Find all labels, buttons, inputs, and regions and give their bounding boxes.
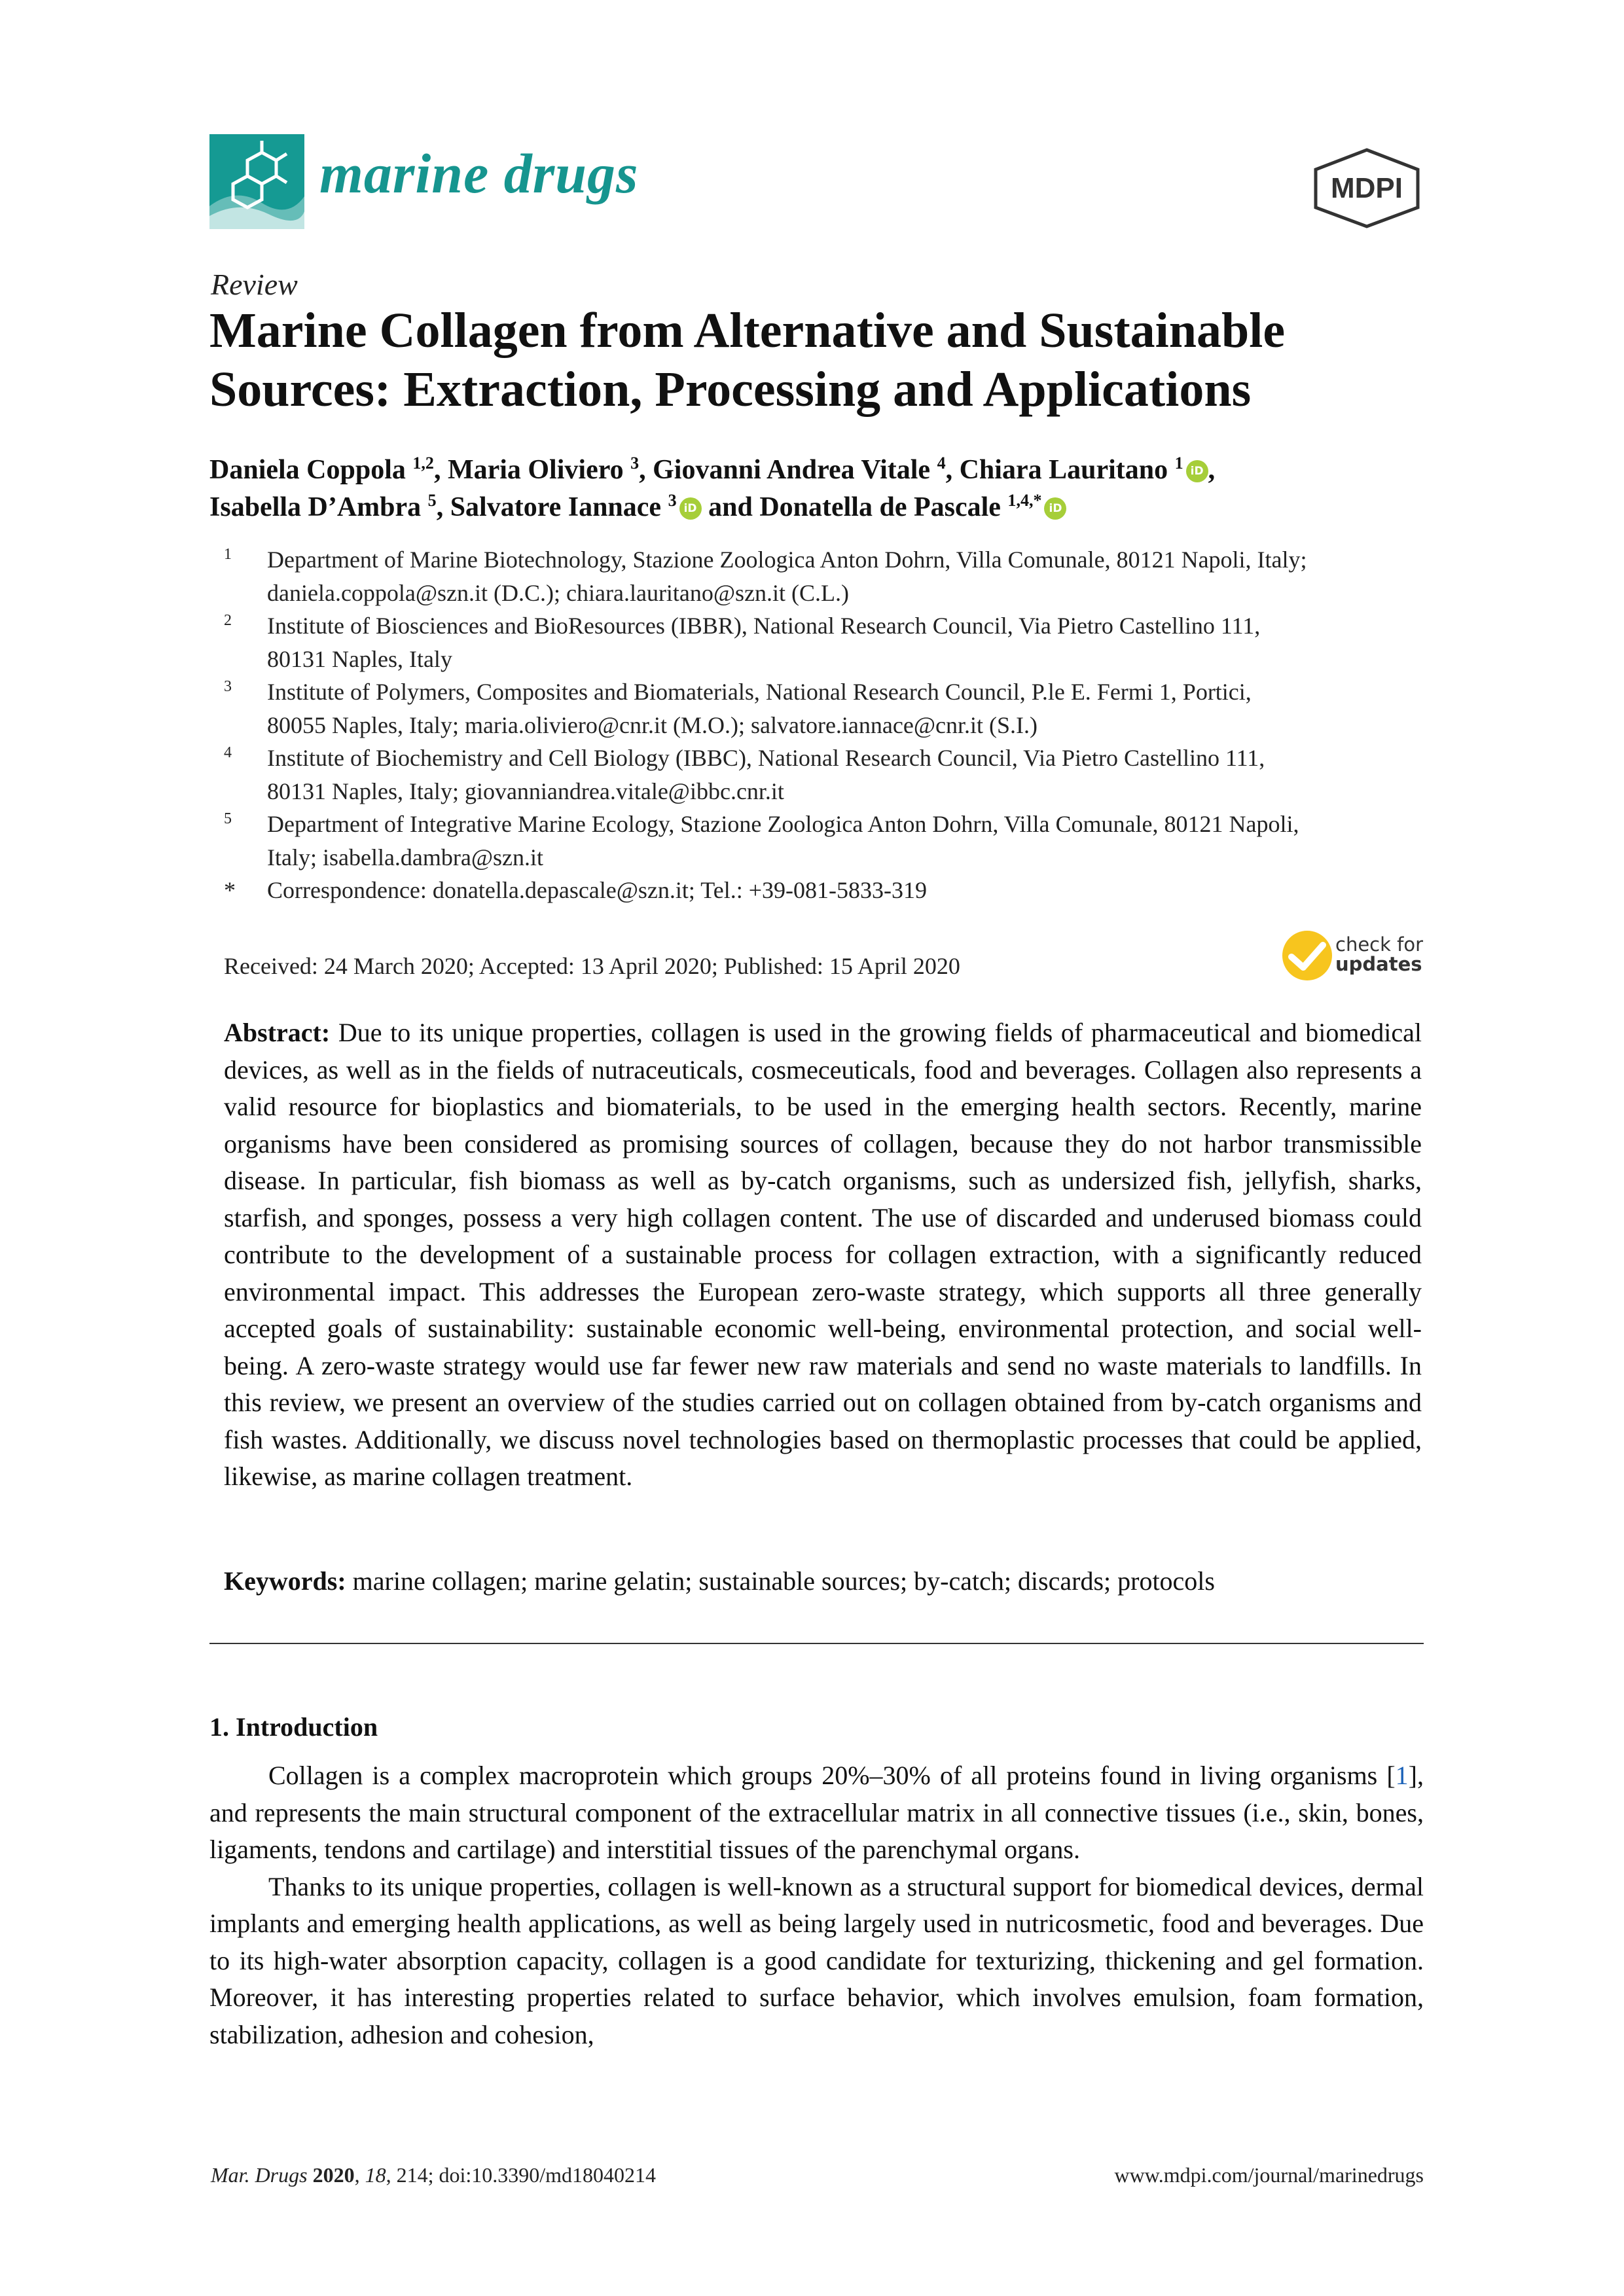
- author-separator: ,: [436, 492, 450, 522]
- author-affil-sup: 3: [668, 491, 677, 510]
- affiliation-number: 5: [224, 810, 232, 827]
- paragraph-text: Collagen is a complex macroprotein which groups 20%–30% of all proteins found in living organisms [: [268, 1761, 1396, 1790]
- author-affil-sup: 1: [1174, 454, 1183, 473]
- section-title: 1. Introduction: [209, 1712, 378, 1742]
- affiliation-number: 4: [224, 744, 232, 761]
- check-updates-line-2: updates: [1335, 953, 1422, 975]
- abstract-label: Abstract:: [224, 1018, 331, 1047]
- orcid-icon[interactable]: iD: [1044, 497, 1066, 520]
- author-separator: and: [701, 492, 760, 522]
- affiliation-text: 80131 Naples, Italy: [267, 645, 452, 672]
- footer-year: 2020: [312, 2163, 355, 2187]
- author-name[interactable]: Maria Oliviero: [447, 455, 624, 485]
- author-line-1: [209, 452, 1453, 489]
- paragraph-text: ], and represents the main structural component of the extracellular matrix in all connective tissues (i.e., skin, bones, ligaments, tendons and cartilage) and interstitial tissues of the parenchymal organs.: [209, 1761, 1424, 1864]
- article-title: [209, 301, 1453, 419]
- publication-dates: Received: 24 March 2020; Accepted: 13 April 2020; Published: 15 April 2020: [224, 953, 960, 979]
- author-name[interactable]: Daniela Coppola: [209, 455, 406, 485]
- abstract: [224, 1014, 1422, 1496]
- author-name[interactable]: Giovanni Andrea Vitale: [653, 455, 931, 485]
- check-updates-label[interactable]: [1335, 935, 1423, 974]
- affiliation-text: Institute of Polymers, Composites and Biomaterials, National Research Council, P.le E. Fermi 1, Portici,: [267, 679, 1252, 705]
- affiliation-text: Department of Integrative Marine Ecology, Stazione Zoologica Anton Dohrn, Villa Comunale, 80121 Napoli,: [267, 811, 1299, 837]
- affiliation-item: [223, 808, 1440, 874]
- affiliation-item: [223, 609, 1440, 675]
- correspondence-mark: *: [224, 877, 236, 903]
- affiliation-text: Institute of Biochemistry and Cell Biology (IBBC), National Research Council, Via Pietro Castellino 111,: [267, 745, 1265, 771]
- journal-logo: [209, 134, 304, 229]
- paragraph: Thanks to its unique properties, collagen is well-known as a structural support for biomedical devices, dermal implants and emerging health applications, as well as being largely used in nutricosmetic, food and beverages. Due to its high-water absorption capacity, collagen is a good candidate for texturizing, thickening and gel formation. Moreover, it has interesting properties related to surface behavior, which involves emulsion, foam formation, stabilization, adhesion and cohesion,: [209, 1871, 1424, 2049]
- author-affil-sup: 1,4,*: [1007, 491, 1042, 510]
- affiliation-item: [223, 675, 1440, 742]
- section-divider: [209, 1643, 1424, 1644]
- citation-link[interactable]: 1: [1395, 1761, 1409, 1790]
- section-body: [209, 1757, 1424, 2053]
- check-updates-icon: [1280, 928, 1335, 983]
- author-affil-sup: 1,2: [412, 454, 434, 473]
- correspondence-text[interactable]: Correspondence: donatella.depascale@szn.it; Tel.: +39-081-5833-319: [267, 877, 927, 903]
- publisher-name: MDPI: [1331, 172, 1403, 204]
- keywords-text: marine collagen; marine gelatin; sustainable sources; by-catch; discards; protocols: [352, 1566, 1215, 1596]
- author-list: [209, 452, 1453, 526]
- keywords-label: Keywords:: [224, 1566, 346, 1596]
- author-line-2: [209, 489, 1453, 526]
- author-separator: ,: [945, 455, 960, 485]
- affiliation-emails[interactable]: daniela.coppola@szn.it (D.C.); chiara.lauritano@szn.it (C.L.): [267, 579, 850, 606]
- keywords: [224, 1566, 1422, 1596]
- footer-citation: Mar. Drugs 2020, 18, 214; doi:10.3390/md18040214: [211, 2163, 657, 2187]
- title-line-1: Marine Collagen from Alternative and Sustainable: [209, 303, 1286, 358]
- footer-doi[interactable]: , 214; doi:10.3390/md18040214: [386, 2163, 657, 2187]
- author-separator: ,: [639, 455, 653, 485]
- affiliation-number: 1: [224, 546, 232, 563]
- orcid-icon[interactable]: iD: [679, 497, 702, 520]
- affiliation-item: [223, 742, 1440, 808]
- affiliation-emails[interactable]: 80131 Naples, Italy; giovanniandrea.vitale@ibbc.cnr.it: [267, 778, 784, 804]
- affiliation-item: [223, 543, 1440, 609]
- footer-volume: 18: [365, 2163, 386, 2187]
- footer-url[interactable]: www.mdpi.com/journal/marinedrugs: [1114, 2163, 1424, 2187]
- author-name[interactable]: Chiara Lauritano: [959, 455, 1168, 485]
- affiliation-emails[interactable]: Italy; isabella.dambra@szn.it: [267, 844, 544, 870]
- author-name[interactable]: Donatella de Pascale: [759, 492, 1001, 522]
- correspondence: [223, 874, 1440, 907]
- author-affil-sup: 3: [630, 454, 640, 473]
- title-line-2: Sources: Extraction, Processing and Applications: [209, 362, 1252, 417]
- affiliation-list: [223, 543, 1440, 907]
- abstract-text: Due to its unique properties, collagen is used in the growing fields of pharmaceutical and biomedical devices, as well as in the fields of nutraceuticals, cosmeceuticals, food and beverages. Collagen also represents a valid resource for bioplastics and biomaterials, to be used in the emerging health sectors. Recently, marine organisms have been considered as promising sources of collagen, because they do not harbor transmissible disease. In particular, fish biomass as well as by-catch organisms, such as undersized fish, jellyfish, sharks, starfish, and sponges, possess a very high collagen content. The use of discarded and underused biomass could contribute to the development of a sustainable process for collagen extraction, with a significantly reduced environmental impact. This addresses the European zero-waste strategy, which supports all three generally accepted goals of sustainability: sustainable economic well-being, environmental protection, and social well-being. A zero-waste strategy would use far fewer new raw materials and send no waste materials to landfills. In this review, we present an overview of the studies carried out on collagen obtained from by-catch organisms and fish wastes. Additionally, we discuss novel technologies based on thermoplastic processes that could be applied, likewise, as marine collagen treatment.: [224, 1018, 1422, 1491]
- author-separator: ,: [1208, 455, 1216, 485]
- check-updates-line-1: check for: [1335, 933, 1423, 956]
- journal-name: marine drugs: [319, 142, 639, 205]
- paragraph: [209, 1757, 1424, 1869]
- author-affil-sup: 5: [427, 491, 437, 510]
- orcid-icon[interactable]: iD: [1186, 460, 1208, 482]
- author-name[interactable]: Isabella D’Ambra: [209, 492, 422, 522]
- affiliation-number: 3: [224, 678, 232, 695]
- affiliation-number: 2: [224, 612, 232, 629]
- affiliation-text: Institute of Biosciences and BioResources (IBBR), National Research Council, Via Pietro Castellino 111,: [267, 613, 1261, 639]
- publisher-logo: [1309, 147, 1424, 229]
- article-type: Review: [211, 268, 298, 301]
- affiliation-text: Department of Marine Biotechnology, Stazione Zoologica Anton Dohrn, Villa Comunale, 80121 Napoli, Italy;: [267, 547, 1307, 573]
- author-affil-sup: 4: [937, 454, 946, 473]
- author-separator: ,: [433, 455, 448, 485]
- author-name[interactable]: Salvatore Iannace: [450, 492, 662, 522]
- affiliation-emails[interactable]: 80055 Naples, Italy; maria.oliviero@cnr.it (M.O.); salvatore.iannace@cnr.it (S.I.): [267, 711, 1038, 738]
- footer-journal: Mar. Drugs: [211, 2163, 308, 2187]
